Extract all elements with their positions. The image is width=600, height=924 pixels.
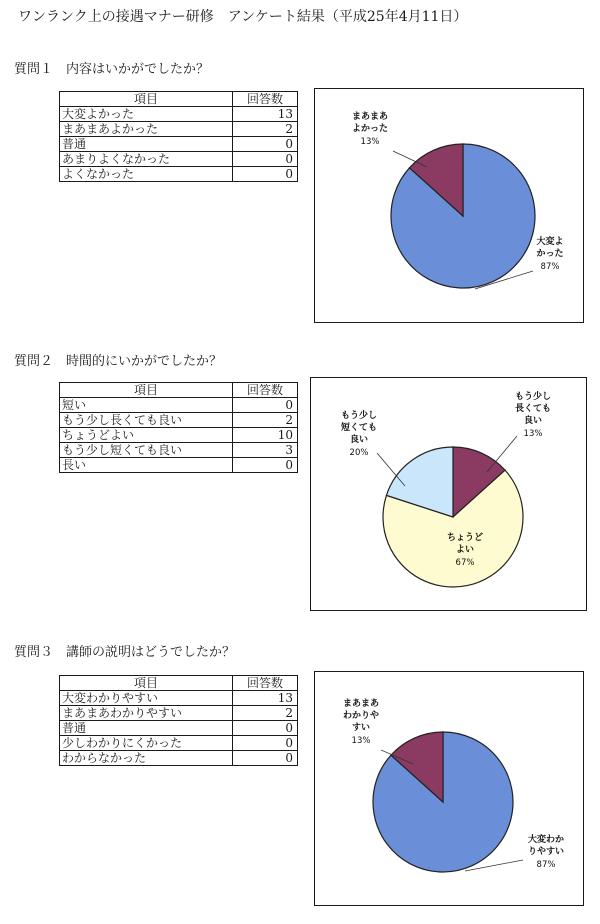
slice-label-line: もう少し — [514, 392, 552, 402]
question-3-pie-chart — [314, 671, 584, 906]
slice-label — [515, 390, 551, 426]
question-1-table — [59, 91, 298, 182]
row-item: もう少し短くても良い — [60, 443, 233, 458]
header-item: 項目 — [60, 92, 233, 107]
table-row — [60, 443, 298, 458]
header-item: 項目 — [60, 383, 233, 398]
slice-percent: 13% — [351, 736, 371, 746]
row-item: 大変よかった — [60, 107, 233, 122]
question-3-label: 質問３ 講師の説明はどうでしたか？ — [14, 645, 236, 660]
row-count: 2 — [233, 413, 298, 428]
slice-percent: 13% — [360, 137, 380, 147]
slice-label-line: かった — [536, 249, 564, 259]
slice-label — [343, 698, 379, 733]
row-count: 2 — [233, 122, 298, 137]
row-item: まあまあよかった — [60, 122, 233, 137]
row-count: 13 — [233, 107, 298, 122]
table-header-row — [60, 383, 298, 398]
table-header-row — [60, 92, 298, 107]
table-row — [60, 721, 298, 736]
row-item: 普通 — [60, 721, 233, 736]
row-count: 0 — [233, 458, 298, 473]
question-2-label: 質問２ 時間的にいかがでしたか？ — [14, 354, 223, 369]
document-title: ワンランク上の接遇マナー研修 アンケート結果（平成25年4月11日） — [18, 9, 468, 25]
pie-chart-svg — [315, 89, 583, 322]
slice-label-line: よかった — [351, 124, 389, 134]
slice-label-line: 良い — [349, 435, 369, 445]
row-count: 3 — [233, 443, 298, 458]
table-row — [60, 137, 298, 152]
question-2-table — [59, 382, 298, 473]
table-row — [60, 152, 298, 167]
header-item: 項目 — [60, 676, 233, 691]
row-count: 0 — [233, 152, 298, 167]
row-count: 0 — [233, 398, 298, 413]
table-row — [60, 413, 298, 428]
table-row — [60, 691, 298, 706]
row-count: 0 — [233, 721, 298, 736]
row-count: 13 — [233, 691, 298, 706]
slice-label — [352, 111, 388, 134]
table-row — [60, 706, 298, 721]
row-item: ちょうどよい — [60, 428, 233, 443]
table-row — [60, 398, 298, 413]
slice-label-line: もう少し — [340, 411, 378, 421]
question-2-pie-chart — [310, 377, 587, 611]
table-row — [60, 458, 298, 473]
table-header-row — [60, 676, 298, 691]
row-item: 大変わかりやすい — [60, 691, 233, 706]
row-count: 0 — [233, 137, 298, 152]
row-count: 0 — [233, 751, 298, 766]
header-count: 回答数 — [233, 676, 298, 691]
row-count: 0 — [233, 167, 298, 182]
slice-label-line: 短くても — [340, 423, 378, 433]
table-row — [60, 122, 298, 137]
row-item: まあまあわかりやすい — [60, 706, 233, 721]
row-item: 少しわかりにくかった — [60, 736, 233, 751]
slice-label-line: わかりや — [342, 711, 380, 721]
table-row — [60, 736, 298, 751]
slice-percent: 87% — [536, 860, 556, 870]
slice-percent: 13% — [523, 429, 543, 439]
row-item: あまりよくなかった — [60, 152, 233, 167]
question-3-table — [59, 675, 298, 766]
slice-label-line: ちょうど — [446, 533, 484, 543]
pie-chart-svg — [315, 672, 583, 905]
row-item: 普通 — [60, 137, 233, 152]
row-item: 長い — [60, 458, 233, 473]
table-row — [60, 107, 298, 122]
slice-label-line: 大変よ — [536, 237, 564, 247]
slice-label-line: よい — [455, 545, 475, 555]
question-1-label: 質問１ 内容はいかがでしたか？ — [14, 62, 210, 77]
row-item: もう少し長くても良い — [60, 413, 233, 428]
slice-label-line: まあまあ — [351, 112, 389, 122]
row-count: 0 — [233, 736, 298, 751]
row-count: 10 — [233, 428, 298, 443]
question-1-pie-chart — [314, 88, 584, 323]
slice-label-line: すい — [351, 723, 371, 733]
row-count: 2 — [233, 706, 298, 721]
slice-label-line: 大変わか — [527, 835, 565, 845]
slice-percent: 87% — [540, 262, 560, 272]
slice-label-line: 良い — [523, 416, 543, 426]
row-item: わからなかった — [60, 751, 233, 766]
slice-percent: 67% — [455, 558, 475, 568]
slice-percent: 20% — [349, 448, 369, 458]
slice-label — [528, 833, 564, 857]
slice-label-line: りやすい — [527, 847, 565, 857]
header-count: 回答数 — [233, 92, 298, 107]
row-item: 短い — [60, 398, 233, 413]
slice-label — [341, 409, 377, 445]
table-row — [60, 751, 298, 766]
pie-chart-svg — [311, 378, 586, 610]
slice-label-line: 長くても — [514, 404, 552, 414]
table-row — [60, 167, 298, 182]
slice-label — [536, 235, 563, 259]
table-row — [60, 428, 298, 443]
slice-label-line: まあまあ — [342, 699, 380, 709]
row-item: よくなかった — [60, 167, 233, 182]
header-count: 回答数 — [233, 383, 298, 398]
